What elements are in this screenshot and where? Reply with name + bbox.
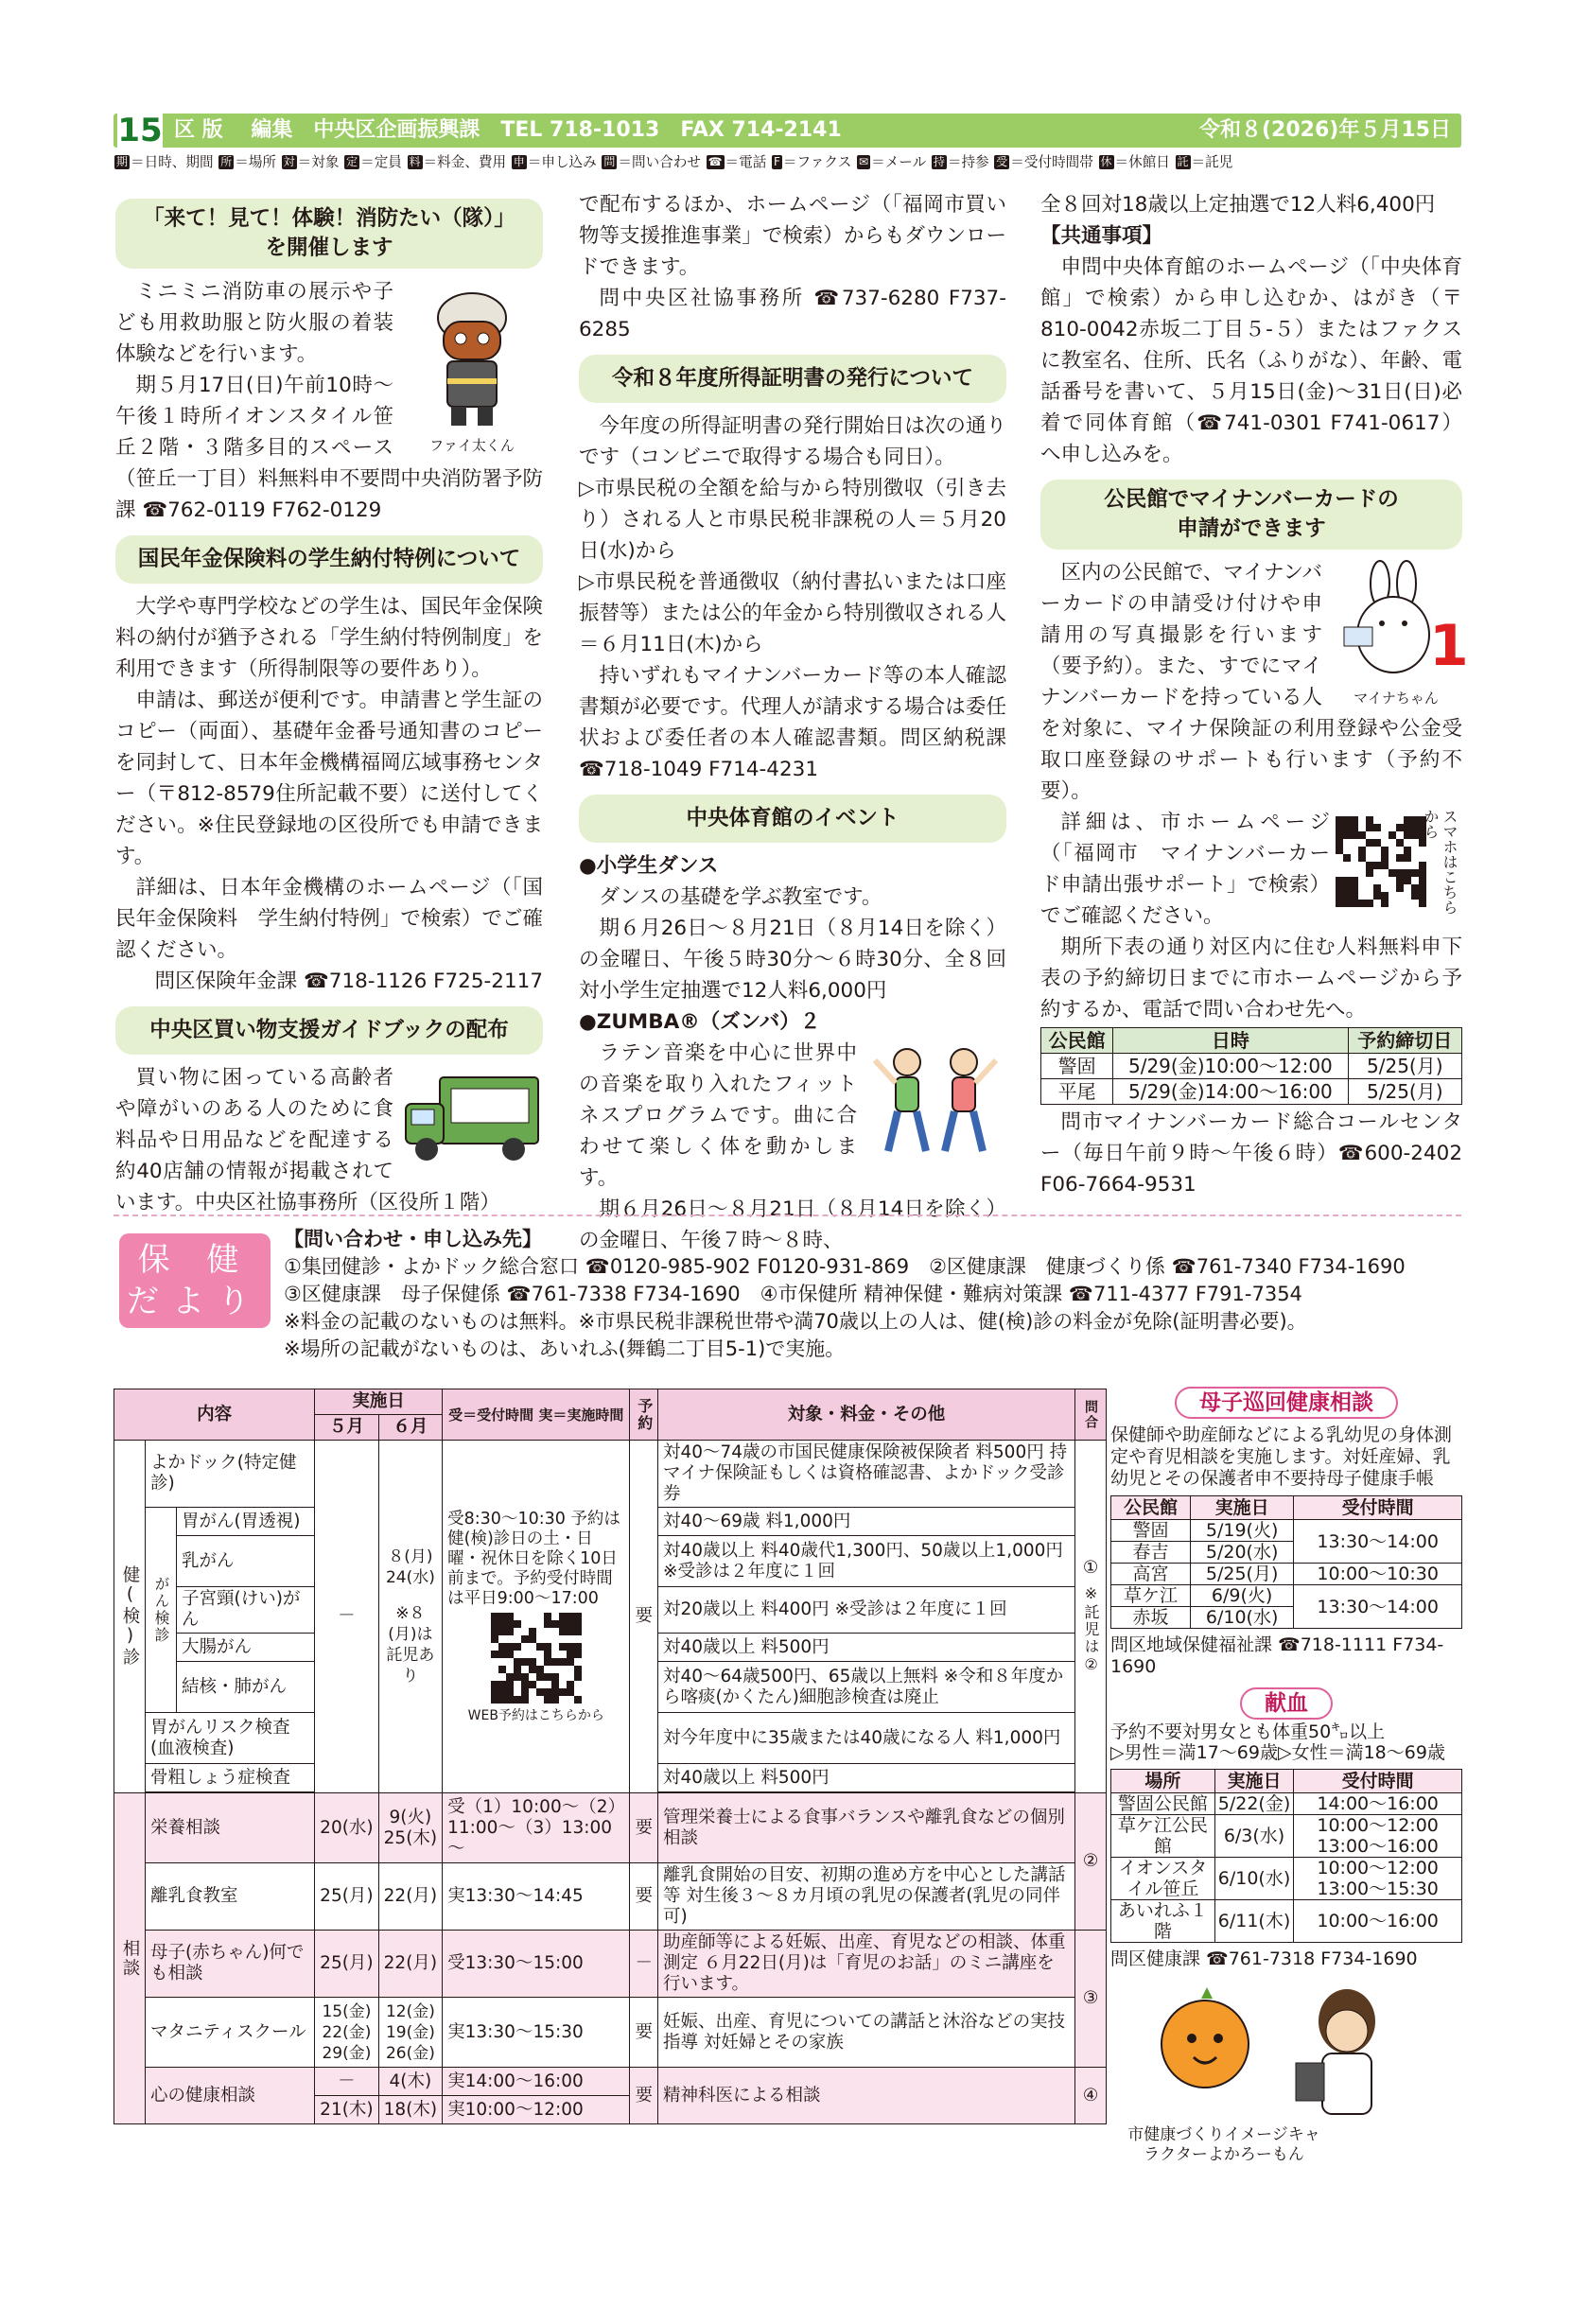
table-cell: － [630, 1931, 658, 1998]
table-cell: 離乳食開始の目安、初期の進め方を中心とした講話等 対生後３～８カ月頃の乳児の保護者(乳児の同伴可) [657, 1863, 1074, 1931]
table-cell: 要 [630, 2068, 658, 2124]
table-cell: 子宮頸(けい)がん [177, 1587, 315, 1634]
legend-key: 申 [513, 155, 525, 168]
table-cell: 22(月) [378, 1931, 442, 1998]
qr-code-icon [1336, 816, 1426, 907]
gym-event-1-title: ●小学生ダンス [579, 854, 719, 878]
article-title-mynumber: 公民館でマイナンバーカードの 申請ができます [1040, 480, 1462, 550]
table-cell: 25(月) [315, 1863, 378, 1931]
table-cell: ③ [1074, 1931, 1106, 2068]
contact-line: ①集団健診・よかドック総合窓口 ☎0120-985-902 F0120-931-869 ②区健康課 健康づくり係 ☎761-7340 F734-1690 [284, 1255, 1406, 1278]
table-row [114, 1793, 1107, 1863]
fire-mascot-icon [406, 280, 538, 431]
table-cell: ④ [1074, 2068, 1106, 2124]
table-header: 公民館 [1041, 1028, 1113, 1054]
legend-key: F [773, 155, 780, 168]
page-number: 15 [117, 112, 163, 149]
legend-key: ☎ [707, 155, 723, 168]
income-item-1: ▷市県民税の全額を給与から特別徴収（引き去り）される人と市県民税非課税の人＝５月20日(水)から [579, 477, 1006, 563]
table-cell: 6/10(水) [1190, 1607, 1293, 1629]
shopping-contact: 問中央区社協事務所 ☎737-6280 F737-6285 [579, 287, 1006, 341]
health-side-column [1110, 1387, 1462, 2195]
legend-key: 期 [116, 155, 129, 168]
income-text-2: 持いずれもマイナンバーカード等の本人確認書類が必要です。代理人が請求する場合は委任状および委任者の本人確認書類。問区納税課 ☎718-1049 F714-4231 [579, 664, 1006, 781]
legend-text: ＝メール [871, 154, 931, 170]
health-mascot [1110, 1978, 1462, 2195]
blood-donation-contact: 問区健康課 ☎761-7318 F734-1690 [1110, 1948, 1418, 1969]
legend-key: 問 [603, 155, 616, 168]
table-cell: 対40～74歳の市国民健康保険被保険者 料500円 持マイナ保険証もしくは資格確認書、よかドック受診券 [657, 1441, 1074, 1508]
table-cell: 実14:00～16:00 [443, 2068, 630, 2096]
legend-text: ＝持参 [947, 154, 994, 170]
table-cell: 12(金) 19(金) 26(金) [378, 1998, 442, 2068]
legend-key: 定 [346, 155, 358, 168]
mynumber-text-1: 区内の公民館で、マイナンバーカードの申請受け付けや申請用の写真撮影を行います（要予約）。また、すでにマイナンバーカードを持っている人を対象に、マイナ保険証の利用登録や公金受取口座登録のサポートも行います（予約不要）。 [1040, 561, 1462, 803]
legend-key: 所 [220, 155, 233, 168]
table-cell: 13:30～14:00 [1294, 1585, 1462, 1629]
income-item-2: ▷市県民税を普通徴収（納付書払いまたは口座振替等）または公的年金から特別徴収される人＝６月11日(木)から [579, 570, 1006, 656]
table-cell: － [315, 2068, 378, 2096]
legend-text: ＝対象 [297, 154, 344, 170]
contact-note: ※料金の記載のないものは無料。※市県民税非課税世帯や満70歳以上の人は、健(検)診の料金が免除(証明書必要)。 [284, 1310, 1307, 1333]
screening-contact: ① ※託児は② [1074, 1441, 1106, 1793]
table-cell: 要 [630, 1863, 658, 1931]
table-cell: 警固公民館 [1111, 1793, 1215, 1815]
table-cell: 要 [630, 1998, 658, 2068]
legend-text: ＝託児 [1191, 154, 1233, 170]
table-cell: 6/3(水) [1214, 1815, 1294, 1858]
th-reserve: 予約 [630, 1389, 658, 1441]
table-cell: 場所 [1111, 1770, 1215, 1793]
table-cell: 5/22(金) [1214, 1793, 1294, 1815]
gym-common-text: 申問中央体育館のホームページ（「中央体育館」で検索）から申し込むか、はがき（〒810-0042赤坂二丁目５-５）またはファクスに教室名、住所、氏名（ふりがな）、年齢、電話番号を書いて、５月15日(金)～31日(日)必着で同体育館（☎741-0301 F741-0617）へ申し込みを。 [1040, 255, 1462, 466]
qr-label: スマホはこちらから [1422, 809, 1458, 915]
table-cell: 21(木) [315, 2096, 378, 2124]
table-cell: 草ケ江 [1111, 1585, 1191, 1607]
table-cell: よかドック(特定健診) [146, 1441, 315, 1508]
legend-key: 対 [283, 155, 295, 168]
table-cell: 実10:00～12:00 [443, 2096, 630, 2124]
delivery-truck [401, 1066, 543, 1175]
table-cell: 母子(赤ちゃん)何でも相談 [146, 1931, 315, 1998]
column-2 [579, 189, 1006, 1256]
legend-text: ＝電話 [725, 154, 771, 170]
icon-legend [114, 151, 1461, 174]
table-row [1041, 1079, 1462, 1105]
table-cell: 5/25(月) [1190, 1564, 1293, 1585]
blood-donation-table [1110, 1769, 1462, 1943]
contact-note: ※場所の記載がないものは、あいれふ(舞鶴二丁目5-1)で実施。 [284, 1337, 846, 1360]
table-cell: 要 [630, 1793, 658, 1863]
qr-caption: WEB予約はこちらから [467, 1707, 604, 1723]
table-cell: 対40～64歳500円、65歳以上無料 ※令和８年度から喀痰(かくたん)細胞診検査は廃止 [657, 1662, 1074, 1713]
article-title-gym: 中央体育館のイベント [579, 795, 1006, 843]
table-row [1111, 1793, 1462, 1815]
myna-mascot [1330, 561, 1469, 708]
table-cell: 10:00～16:00 [1294, 1900, 1462, 1943]
table-cell: 管理栄養士による食事バランスや離乳食などの個別相談 [657, 1793, 1074, 1863]
gym-event-1-detail: 期６月26日～８月21日（８月14日を除く）の金曜日、午後５時30分～６時30分、全８回対小学生定抽選で12人料6,000円 [579, 917, 1006, 1003]
article-title-fire: 「来て！見て！体験！消防たい（隊）」 を開催します [115, 199, 543, 269]
blood-donation-text-2: ▷男性＝満17～69歳▷女性＝満18～69歳 [1110, 1742, 1445, 1763]
table-cell: 結核・肺がん [177, 1662, 315, 1713]
mascot-caption: 市健康づくりイメージキャラクターよかろーもん [1127, 2125, 1320, 2164]
table-header: 日時 [1113, 1028, 1348, 1054]
category-screening: 健(検)診 [114, 1441, 146, 1793]
table-cell: 5/20(水) [1190, 1542, 1293, 1564]
table-cell: 受付時間 [1294, 1770, 1462, 1793]
gym-event-1-text: ダンスの基礎を学ぶ教室です。 [599, 885, 882, 909]
maternal-rounds-table [1110, 1495, 1462, 1629]
fire-text-2: 期５月17日(日)午前10時～午後１時所イオンスタイル笹丘２階・３階多目的スペース（笹丘一丁目）料無料申不要問中央消防署予防課 ☎762-0119 F762-0129 [115, 374, 543, 522]
table-cell: 高宮 [1111, 1564, 1191, 1585]
shopping-text: 買い物に困っている高齢者や障がいのある人のために食料品や日用品などを配達する約40店舗の情報が掲載されています。中央区社協事務所（区役所１階） [115, 1066, 500, 1214]
contacts-title: 【問い合わせ・申し込み先】 [284, 1228, 542, 1250]
table-cell: 大腸がん [177, 1634, 315, 1662]
table-cell: 助産師等による妊娠、出産、育児などの相談、体重測定 ６月22日(月)は「育児のお話」のミニ講座を行います。 [657, 1931, 1074, 1998]
gym-event-2-title: ●ZUMBA®（ズンバ）２ [579, 1010, 821, 1034]
table-row [1111, 1900, 1462, 1943]
th-content: 内容 [114, 1389, 315, 1441]
screening-june: ８(月) 24(水) ※８(月)は託児あり [378, 1441, 442, 1793]
table-header: 予約締切日 [1348, 1028, 1461, 1054]
table-row [114, 2068, 1107, 2096]
legend-text: ＝休館日 [1114, 154, 1175, 170]
mynumber-contact: 問市マイナンバーカード総合コールセンター（毎日午前９時～午後６時）☎600-2402 F06-7664-9531 [1040, 1110, 1462, 1197]
table-cell: 6/9(火) [1190, 1585, 1293, 1607]
screening-reserve: 要 [630, 1441, 658, 1793]
table-cell: がん検診 [146, 1508, 177, 1713]
table-cell: マタニティスクール [146, 1998, 315, 2068]
table-cell: 15(金) 22(金) 29(金) [315, 1998, 378, 2068]
legend-text: ＝定員 [360, 154, 407, 170]
table-row [1041, 1054, 1462, 1079]
table-cell: 4(木) [378, 2068, 442, 2096]
table-cell: 平尾 [1041, 1079, 1113, 1105]
pension-contact: 問区保険年金課 ☎718-1126 F725-2117 [154, 970, 543, 993]
myna-mascot-caption: マイナちゃん [1354, 690, 1439, 707]
section-divider [114, 1214, 1461, 1216]
table-row [1111, 1585, 1462, 1607]
dancers-icon [865, 1041, 1005, 1164]
dancers [865, 1041, 1006, 1169]
table-row [114, 1998, 1107, 2068]
table-cell: 胃がんリスク検査(血液検査) [146, 1713, 315, 1764]
table-cell: 5/25(月) [1348, 1054, 1461, 1079]
table-cell: 公民館 [1111, 1496, 1191, 1520]
legend-key: 持 [933, 155, 945, 168]
legend-text: ＝ファクス [782, 154, 857, 170]
table-cell: 5/29(金)10:00～12:00 [1113, 1054, 1348, 1079]
table-cell: 6/10(水) [1214, 1858, 1294, 1900]
table-cell: 警固 [1111, 1520, 1191, 1542]
table-row [114, 1441, 1107, 1508]
legend-key: ✉ [859, 155, 869, 168]
table-cell: 対40～69歳 料1,000円 [657, 1508, 1074, 1536]
th-june: ６月 [378, 1415, 442, 1441]
th-date: 実施日 [315, 1389, 443, 1415]
maternal-rounds-text: 保健師や助産師などによる乳幼児の身体測定や育児相談を実施します。対妊産婦、乳幼児とその保護者申不要持母子健康手帳 [1110, 1424, 1453, 1489]
mynumber-qr[interactable] [1336, 809, 1462, 915]
contact-line: ③区健康課 母子保健係 ☎761-7338 F734-1690 ④市保健所 精神保健・難病対策課 ☎711-4377 F791-7354 [284, 1283, 1302, 1305]
table-cell: 心の健康相談 [146, 2068, 315, 2124]
table-cell: 草ケ江公民館 [1111, 1815, 1215, 1858]
fire-text-1: ミニミニ消防車の展示や子ども用救助服と防火服の着装体験などを行います。 [115, 280, 393, 366]
table-cell: 栄養相談 [146, 1793, 315, 1863]
table-cell: 春吉 [1111, 1542, 1191, 1564]
category-consultation: 相談 [114, 1793, 146, 2124]
pension-text-3: 詳細は、日本年金機構のホームページ（「国民年金保険料 学生納付特例」で検索）でご確認ください。 [115, 876, 543, 962]
table-cell: あいれふ１階 [1111, 1900, 1215, 1943]
table-cell: 受13:30～15:00 [443, 1931, 630, 1998]
health-contacts [284, 1226, 1461, 1363]
table-cell: 6/11(木) [1214, 1900, 1294, 1943]
mynumber-table [1040, 1027, 1462, 1105]
table-cell: 5/19(火) [1190, 1520, 1293, 1542]
table-cell: 警固 [1041, 1054, 1113, 1079]
table-row [1111, 1564, 1462, 1585]
table-row [1111, 1520, 1462, 1542]
table-row [114, 1863, 1107, 1931]
myna-mascot-icon [1335, 561, 1469, 684]
table-cell: 9(火) 25(木) [378, 1793, 442, 1863]
table-cell: 受付時間 [1294, 1496, 1462, 1520]
title-blood-donation: 献血 [1240, 1687, 1333, 1720]
column-1 [115, 189, 543, 1218]
mynumber-text-3: 期所下表の通り対区内に住む人料無料申下表の予約締切日までに市ホームページから予約するか、電話で問い合わせ先へ。 [1040, 935, 1462, 1022]
fire-mascot [401, 280, 543, 455]
fire-mascot-caption: ファイ太くん [429, 437, 515, 454]
gym-event-2-text: ラテン音楽を中心に世界中の音楽を取り入れたフィットネスプログラムです。曲に合わせて楽しく体を動かします。 [579, 1041, 857, 1190]
web-reservation-qr-icon[interactable] [491, 1613, 582, 1704]
gym-event-2-detail: 期６月26日～８月21日（８月14日を除く）の金曜日、午後７時～８時、 [579, 1197, 1006, 1252]
table-cell: 対20歳以上 料400円 ※受診は２年度に１回 [657, 1587, 1074, 1634]
table-cell: 妊娠、出産、育児についての講話と沐浴などの実技指導 対妊婦とその家族 [657, 1998, 1074, 2068]
table-cell: 10:00～12:00 13:00～16:00 [1294, 1815, 1462, 1858]
table-cell: 実13:30～15:30 [443, 1998, 630, 2068]
th-time: 受＝受付時間 実＝実施時間 [443, 1389, 630, 1441]
legend-text: ＝申し込み [527, 154, 602, 170]
table-cell: 5/29(金)14:00～16:00 [1113, 1079, 1348, 1105]
legend-text: ＝料金、費用 [423, 154, 511, 170]
screening-time: 受8:30～10:30 予約は健(検)診日の土・日曜・祝休日を除く10日前まで。予約受付時間は平日9:00～17:00 WEB予約はこちらから [443, 1441, 630, 1793]
legend-key: 受 [996, 155, 1008, 168]
table-row [1111, 1858, 1462, 1900]
legend-text: ＝場所 [235, 154, 281, 170]
table-cell: 5/25(月) [1348, 1079, 1461, 1105]
article-title-pension: 国民年金保険料の学生納付特例について [115, 535, 543, 584]
table-cell: 22(月) [378, 1863, 442, 1931]
legend-text: ＝日時、期間 [131, 154, 218, 170]
income-text-1: 今年度の所得証明書の発行開始日は次の通りです（コンビニで取得する場合も同日）。 [579, 414, 1006, 469]
th-may: ５月 [315, 1415, 378, 1441]
gym-common-title: 【共通事項】 [1040, 224, 1163, 248]
maternal-rounds-contact: 問区地域保健福祉課 ☎718-1111 F734-1690 [1110, 1634, 1444, 1677]
legend-text: ＝問い合わせ [618, 154, 706, 170]
table-cell: 実13:30～14:45 [443, 1863, 630, 1931]
table-cell: 13:30～14:00 [1294, 1520, 1462, 1564]
table-cell: 10:00～10:30 [1294, 1564, 1462, 1585]
table-cell: 胃がん(胃透視) [177, 1508, 315, 1536]
table-cell: 対40歳以上 料500円 [657, 1764, 1074, 1792]
legend-text: ＝受付時間帯 [1010, 154, 1098, 170]
table-cell: 14:00～16:00 [1294, 1793, 1462, 1815]
table-cell: 離乳食教室 [146, 1863, 315, 1931]
shopping-text-cont: で配布するほか、ホームページ（「福岡市買い物等支援推進事業」で検索）からもダウンロードできます。 [579, 193, 1006, 279]
table-cell: 骨粗しょう症検査 [146, 1764, 315, 1792]
mascot-and-nurse-icon [1120, 1978, 1432, 2129]
table-cell: 対今年度中に35歳または40歳になる人 料1,000円 [657, 1713, 1074, 1764]
th-contact: 問合 [1074, 1389, 1106, 1441]
table-cell: 25(月) [315, 1931, 378, 1998]
table-cell: 10:00～12:00 13:00～15:30 [1294, 1858, 1462, 1900]
table-cell: 実施日 [1190, 1496, 1293, 1520]
header-date: 令和８(2026)年５月15日 [1199, 118, 1451, 142]
legend-key: 料 [409, 155, 421, 168]
legend-key: 託 [1177, 155, 1189, 168]
blood-donation-text-1: 予約不要対男女とも体重50㌔以上 [1110, 1721, 1386, 1742]
table-cell: 20(水) [315, 1793, 378, 1863]
table-row [114, 1931, 1107, 1998]
article-title-income: 令和８年度所得証明書の発行について [579, 355, 1006, 403]
pension-text-2: 申請は、郵送が便利です。申請書と学生証のコピー（両面）、基礎年金番号通知書のコピーを同封して、日本年金機構福岡広域事務センター（〒812-8579住所記載不要）に送付してください。※住民登録地の区役所でも申請できます。 [115, 689, 543, 868]
article-title-shopping: 中央区買い物支援ガイドブックの配布 [115, 1006, 543, 1055]
table-cell: 対40歳以上 料500円 [657, 1634, 1074, 1662]
truck-icon [402, 1066, 542, 1170]
table-cell: 精神科医による相談 [657, 2068, 1074, 2124]
table-cell: 赤坂 [1111, 1607, 1191, 1629]
table-cell: 実施日 [1214, 1770, 1294, 1793]
table-row [1111, 1815, 1462, 1858]
health-badge: 保 健 だより [119, 1233, 271, 1328]
screening-may: － [315, 1441, 378, 1793]
table-cell: 対40歳以上 料40歳代1,300円、50歳以上1,000円 ※受診は２年度に１回 [657, 1536, 1074, 1587]
health-schedule-table [114, 1389, 1107, 2124]
mynumber-text-2: 詳細は、市ホームページ（「福岡市 マイナンバーカード申請出張サポート」で検索）でご確認ください。 [1040, 811, 1330, 928]
column-3 [1040, 189, 1469, 1200]
table-cell: 18(木) [378, 2096, 442, 2124]
header-title: 区 版 編集 中央区企画振興課 TEL 718-1013 FAX 714-2141 [174, 118, 842, 142]
table-cell: ② [1074, 1793, 1106, 1931]
legend-key: 休 [1100, 155, 1112, 168]
table-cell: イオンスタイル笹丘 [1111, 1858, 1215, 1900]
table-cell: 乳がん [177, 1536, 315, 1587]
svg-text:1: 1 [1429, 613, 1469, 679]
table-cell: 受（1）10:00～（2）11:00～（3）13:00～ [443, 1793, 630, 1863]
gym-event-2-detail-cont: 全８回対18歳以上定抽選で12人料6,400円 [1040, 193, 1436, 217]
th-target: 対象・料金・その他 [657, 1389, 1074, 1441]
pension-text-1: 大学や専門学校などの学生は、国民年金保険料の納付が猶予される「学生納付特例制度」を利用できます（所得制限等の要件あり）。 [115, 595, 543, 681]
title-maternal-rounds: 母子巡回健康相談 [1175, 1387, 1398, 1419]
